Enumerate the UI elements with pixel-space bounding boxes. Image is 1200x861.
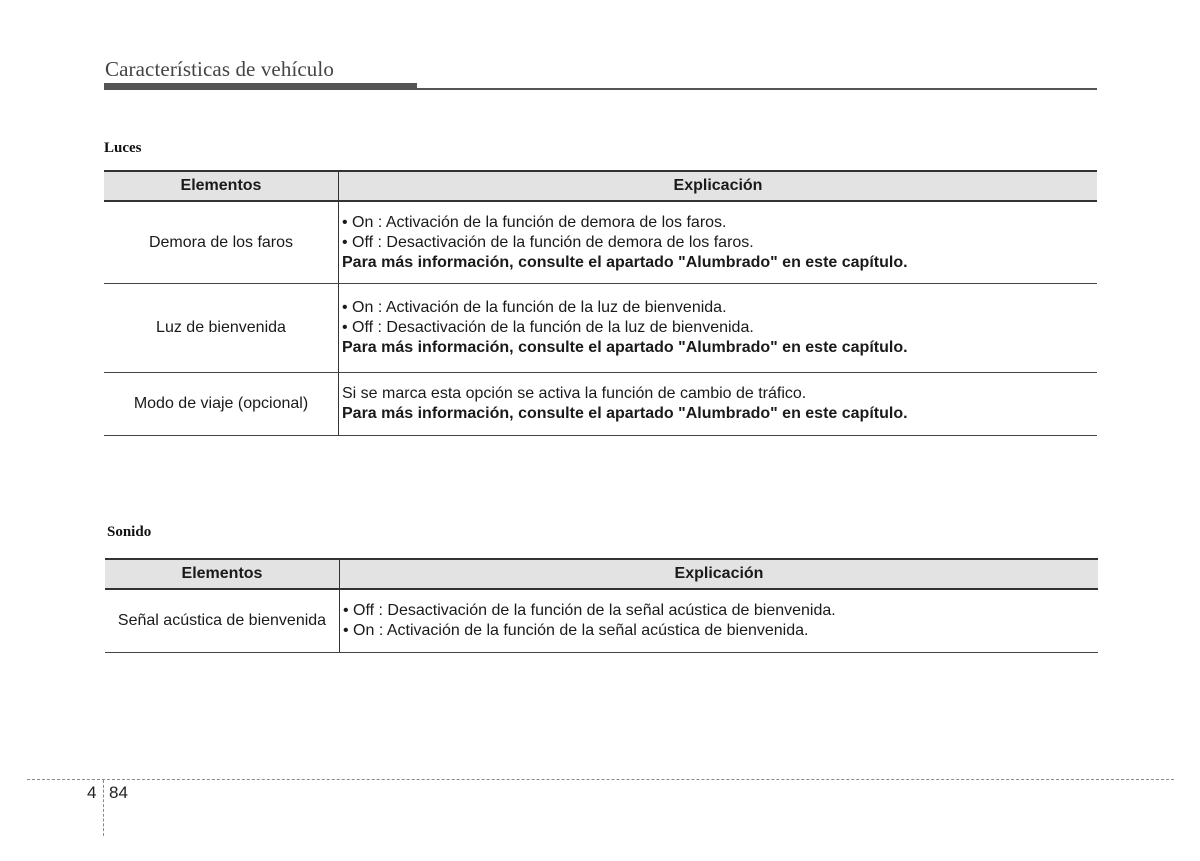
row-explanation bbox=[339, 284, 1098, 373]
explanation-line: • On : Activación de la función de la luz de bienvenida. bbox=[342, 299, 727, 316]
explanation-note: Para más información, consulte el apartado "Alumbrado" en este capítulo. bbox=[342, 339, 908, 356]
page-number: 84 bbox=[109, 783, 128, 802]
row-element-label: Luz de bienvenida bbox=[104, 284, 339, 373]
section-title-luces: Luces bbox=[104, 140, 142, 156]
row-explanation bbox=[340, 589, 1099, 653]
title-rule-thin bbox=[104, 88, 1097, 90]
row-element-label: Demora de los faros bbox=[104, 201, 339, 284]
column-header-explicacion: Explicación bbox=[340, 559, 1099, 589]
row-explanation bbox=[339, 201, 1098, 284]
row-element-label: Modo de viaje (opcional) bbox=[104, 373, 339, 436]
explanation-line: • On : Activación de la función de demora de los faros. bbox=[342, 213, 727, 231]
footer-rule bbox=[27, 779, 1174, 780]
explanation-line: • Off : Desactivación de la función de la luz de bienvenida. bbox=[342, 319, 754, 336]
row-element-label: Señal acústica de bienvenida bbox=[105, 589, 340, 653]
table-row bbox=[104, 201, 1097, 284]
explanation-line: Si se marca esta opción se activa la función de cambio de tráfico. bbox=[342, 385, 807, 402]
column-header-elementos: Elementos bbox=[104, 171, 339, 201]
table-row bbox=[104, 284, 1097, 373]
explanation-note: Para más información, consulte el apartado "Alumbrado" en este capítulo. bbox=[342, 405, 908, 422]
explanation-line: • On : Activación de la función de la señal acústica de bienvenida. bbox=[343, 622, 809, 639]
footer-divider bbox=[103, 780, 104, 836]
section-title-sonido: Sonido bbox=[107, 524, 152, 540]
table-row bbox=[104, 373, 1097, 436]
column-header-elementos: Elementos bbox=[105, 559, 340, 589]
chapter-number: 4 bbox=[87, 783, 97, 802]
page-title: Características de vehículo bbox=[105, 57, 334, 81]
table-header-row bbox=[104, 171, 1097, 201]
table-luces bbox=[104, 170, 1097, 436]
row-explanation bbox=[339, 373, 1098, 436]
explanation-line: • Off : Desactivación de la función de la señal acústica de bienvenida. bbox=[343, 602, 836, 619]
explanation-note: Para más información, consulte el apartado "Alumbrado" en este capítulo. bbox=[342, 253, 908, 271]
table-header-row bbox=[105, 559, 1098, 589]
column-header-explicacion: Explicación bbox=[339, 171, 1098, 201]
explanation-line: • Off : Desactivación de la función de demora de los faros. bbox=[342, 233, 754, 251]
table-sonido bbox=[105, 558, 1098, 653]
table-row bbox=[105, 589, 1098, 653]
